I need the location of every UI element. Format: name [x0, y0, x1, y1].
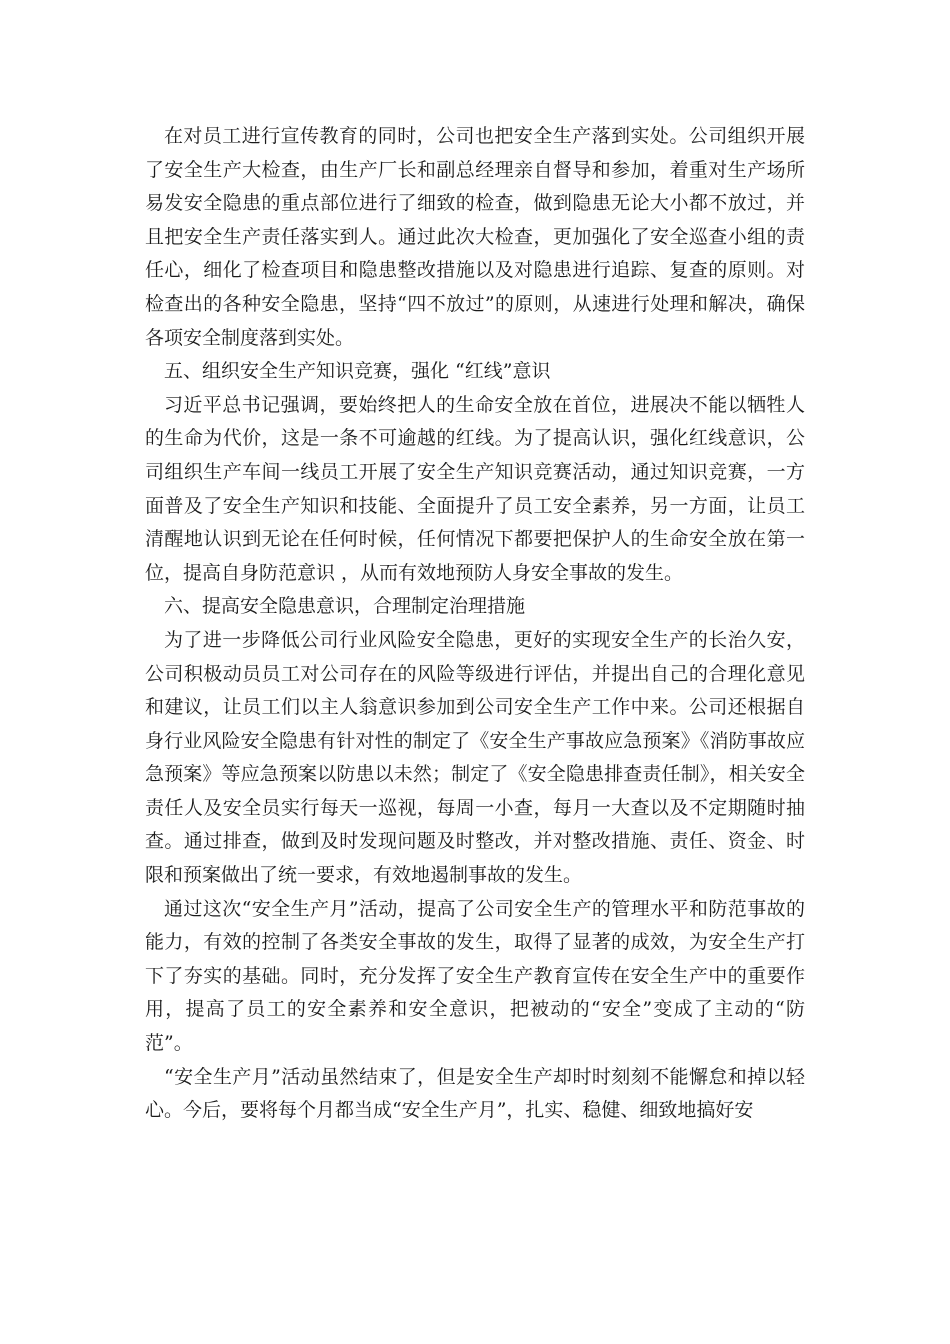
paragraph-future-outlook: “安全生产月”活动虽然结束了，但是安全生产却时时刻刻不能懈怠和掉以轻心。今后，要将每个月都当成“安全生产月”，扎实、稳健、细致地搞好安 — [145, 1065, 805, 1122]
paragraph-activity-summary: 通过这次“安全生产月”活动，提高了公司安全生产的管理水平和防范事故的能力，有效的控制了各类安全事故的发生，取得了显著的成效，为安全生产打下了夯实的基础。同时，充分发挥了安全生产教育宣传在安全生产中的重要作用，提高了员工的安全素养和安全意识，把被动的“安全”变成了主动的“防范”。 — [145, 897, 805, 1055]
paragraph-safety-inspection: 在对员工进行宣传教育的同时，公司也把安全生产落到实处。公司组织开展了安全生产大检查，由生产厂长和副总经理亲自督导和参加，着重对生产场所易发安全隐患的重点部位进行了细致的检查，做到隐患无论大小都不放过，并且把安全生产责任落实到人。通过此次大检查，更加强化了安全巡查小组的责任心，细化了检查项目和隐患整改措施以及对隐患进行追踪、复查的原则。对检查出的各种安全隐患，坚持“四不放过”的原则，从速进行处理和解决，确保各项安全制度落到实处。 — [145, 125, 805, 349]
section-heading-six: 六、提高安全隐患意识，合理制定治理措施 — [164, 595, 526, 618]
paragraph-knowledge-contest: 习近平总书记强调，要始终把人的生命安全放在首位，进展决不能以牺牲人的生命为代价，这是一条不可逾越的红线。为了提高认识，强化红线意识，公司组织生产车间一线员工开展了安全生产知识竞赛活动，通过知识竞赛，一方面普及了安全生产知识和技能、全面提升了员工安全素养，另一方面，让员工清醒地认识到无论在任何时候，任何情况下都要把保护人的生命安全放在第一位，提高自身防范意识 ，从而有效地预防人身安全事故的发生。 — [145, 393, 805, 584]
document-page — [145, 120, 805, 1128]
paragraph-risk-measures: 为了进一步降低公司行业风险安全隐患，更好的实现安全生产的长治久安，公司积极动员员工对公司存在的风险等级进行评估，并提出自己的合理化意见和建议，让员工们以主人翁意识参加到公司安全生产工作中来。公司还根据自身行业风险安全隐患有针对性的制定了《安全生产事故应急预案》《消防事故应急预案》等应急预案以防患以未然；制定了《安全隐患排查责任制》，相关安全责任人及安全员实行每天一巡视，每周一小查，每月一大查以及不定期随时抽查。通过排查，做到及时发现问题及时整改，并对整改措施、责任、资金、时限和预案做出了统一要求，有效地遏制事故的发生。 — [145, 628, 805, 887]
section-heading-five: 五、组织安全生产知识竞赛，强化 “红线”意识 — [164, 360, 551, 383]
